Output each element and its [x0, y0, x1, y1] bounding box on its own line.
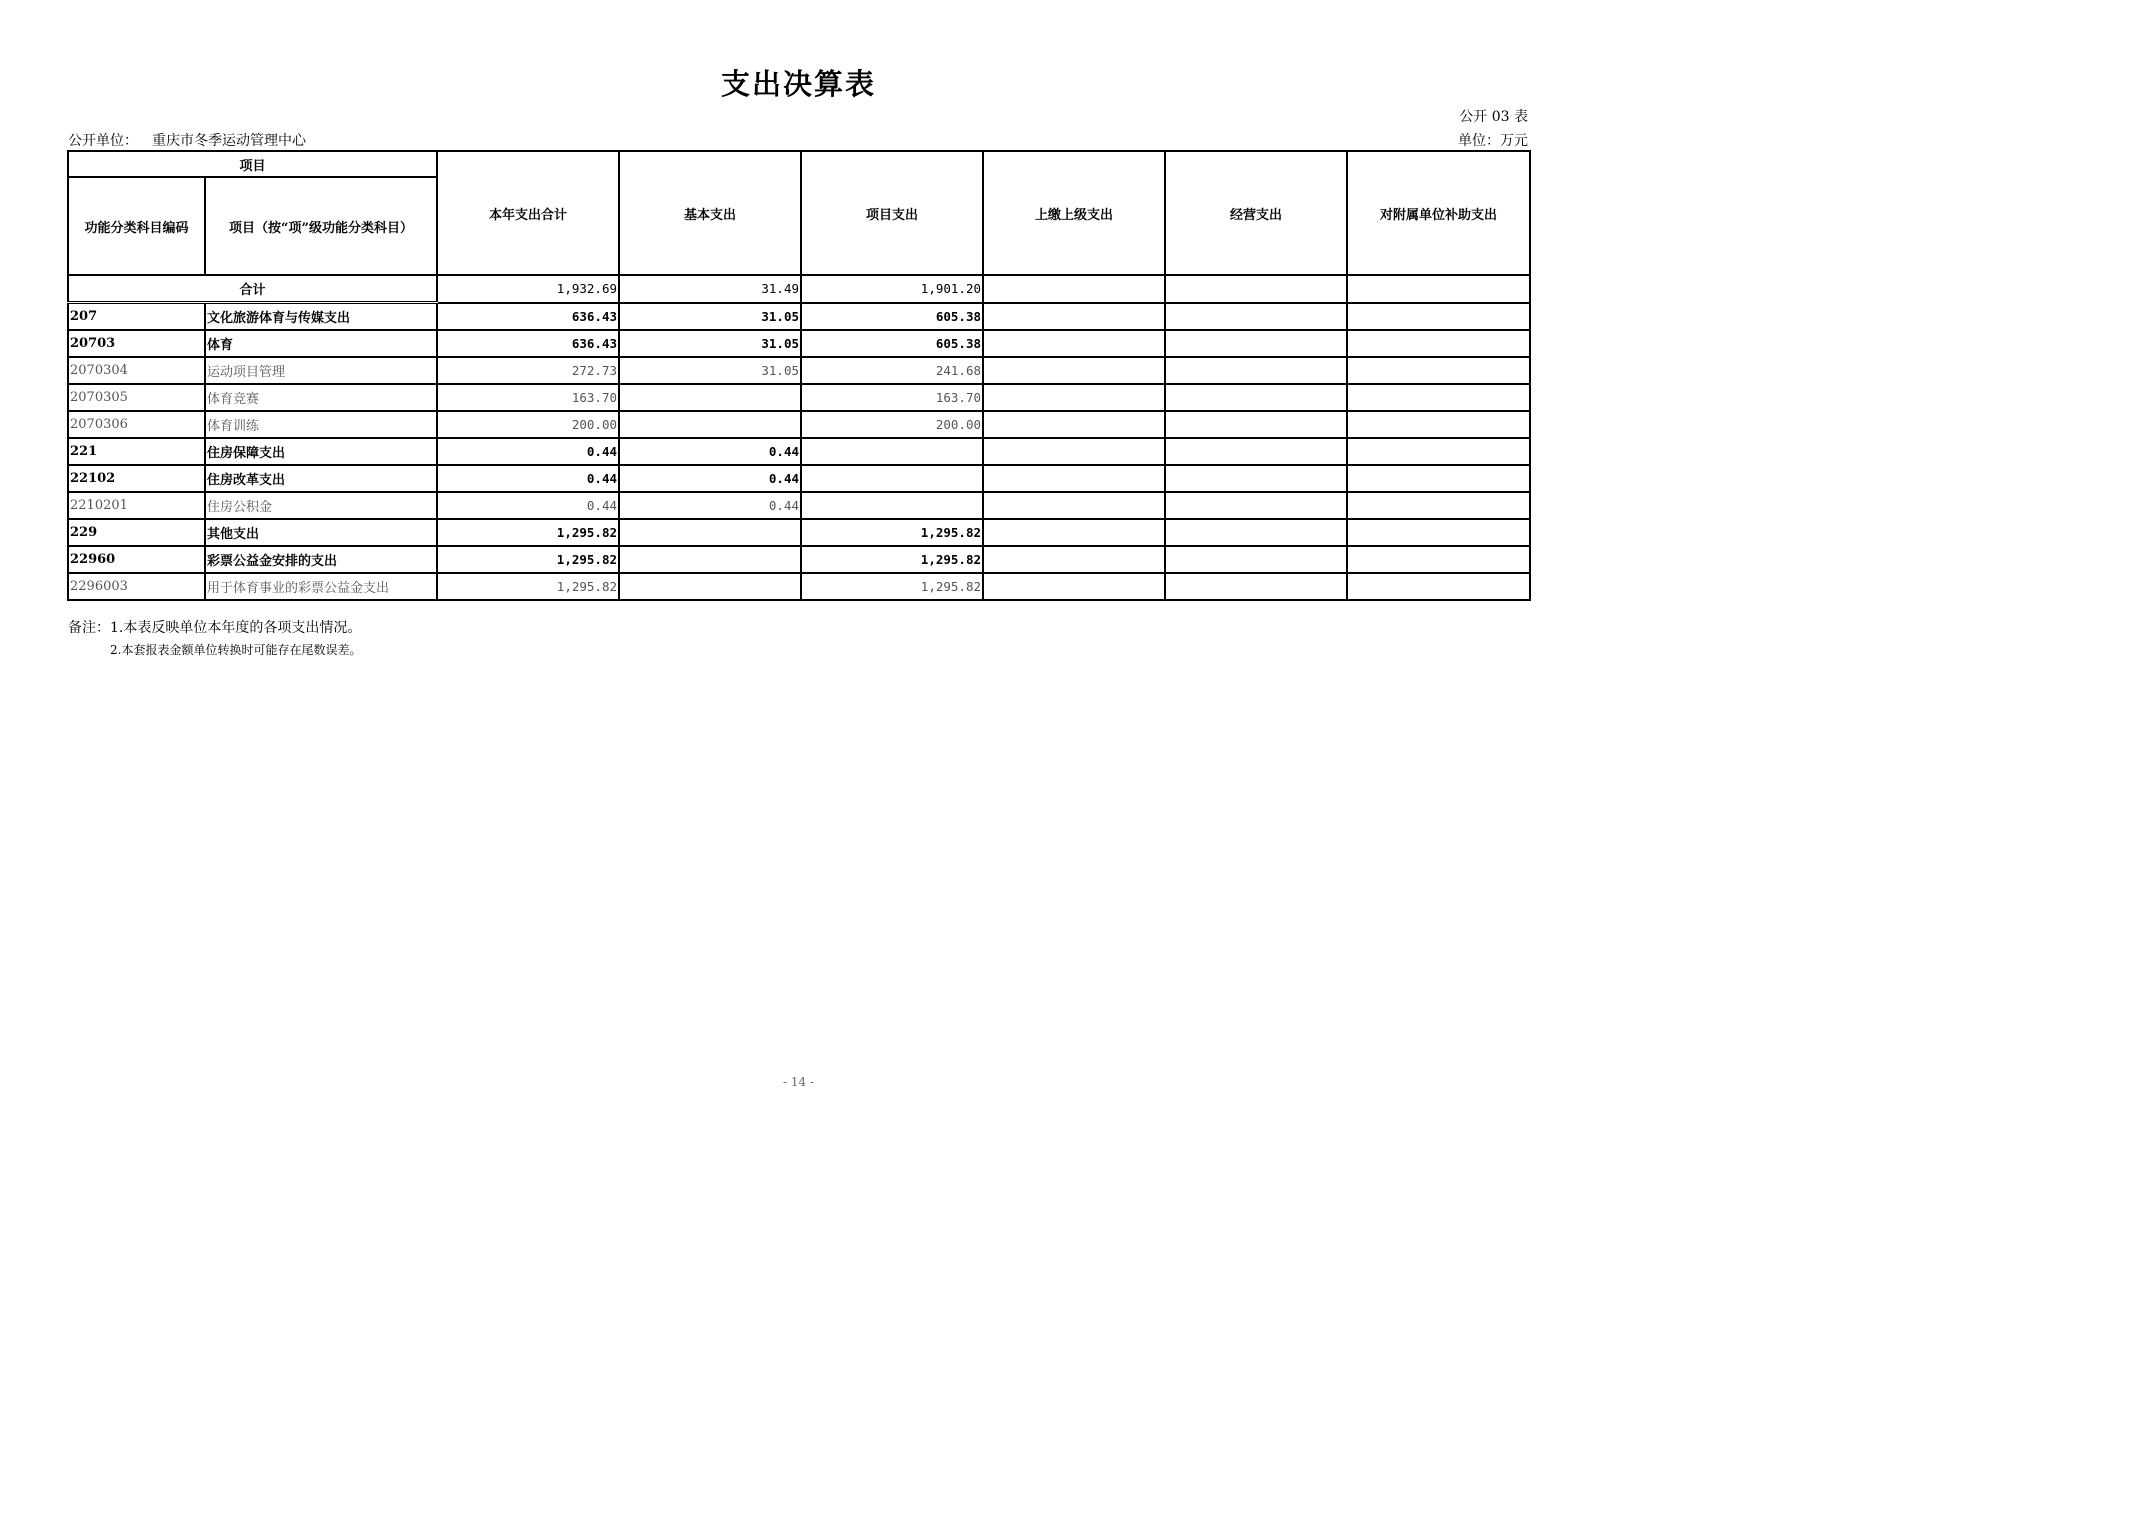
- table-row: [68, 573, 1530, 600]
- row-name: 彩票公益金安排的支出: [205, 546, 437, 573]
- row-name: 用于体育事业的彩票公益金支出: [205, 573, 437, 600]
- row-value: 1,295.82: [801, 573, 983, 600]
- row-value: 636.43: [437, 330, 619, 357]
- row-value: 200.00: [801, 411, 983, 438]
- reporting-unit: [68, 130, 306, 150]
- row-code: 2210201: [68, 492, 205, 519]
- row-value: [801, 492, 983, 519]
- total-row: [68, 275, 1530, 303]
- row-value: [1165, 330, 1347, 357]
- row-value: 31.05: [619, 303, 801, 330]
- total-cell: 31.49: [619, 275, 801, 303]
- row-value: [1347, 357, 1530, 384]
- table-row: [68, 492, 1530, 519]
- row-code: 2070305: [68, 384, 205, 411]
- row-value: 0.44: [619, 438, 801, 465]
- row-value: [983, 330, 1165, 357]
- table-row: [68, 411, 1530, 438]
- row-value: 163.70: [437, 384, 619, 411]
- expenditure-table: [67, 150, 1531, 601]
- row-value: [1347, 546, 1530, 573]
- col-header-project: 项目支出: [801, 151, 983, 275]
- row-value: 605.38: [801, 303, 983, 330]
- row-value: [983, 411, 1165, 438]
- table-row: [68, 330, 1530, 357]
- header-group-item: 项目: [68, 151, 437, 177]
- row-code: 22960: [68, 546, 205, 573]
- row-value: [1347, 384, 1530, 411]
- col-header-code: 功能分类科目编码: [68, 177, 205, 275]
- table-row: [68, 438, 1530, 465]
- row-name: 体育: [205, 330, 437, 357]
- total-cell: 1,932.69: [437, 275, 619, 303]
- row-value: [801, 465, 983, 492]
- total-cell: [1165, 275, 1347, 303]
- col-header-subsidiary-grant: 对附属单位补助支出: [1347, 151, 1530, 275]
- row-value: 272.73: [437, 357, 619, 384]
- row-value: [983, 519, 1165, 546]
- row-value: [619, 384, 801, 411]
- row-value: [1347, 411, 1530, 438]
- row-value: [983, 438, 1165, 465]
- row-value: [983, 357, 1165, 384]
- row-value: [1165, 384, 1347, 411]
- row-value: [983, 492, 1165, 519]
- row-value: [983, 465, 1165, 492]
- organization-name: 重庆市冬季运动管理中心: [152, 133, 306, 149]
- page-number: - 14 -: [782, 1075, 814, 1089]
- row-value: [619, 573, 801, 600]
- row-value: [1347, 492, 1530, 519]
- note-1: 备注：1.本表反映单位本年度的各项支出情况。: [68, 620, 362, 636]
- row-value: 31.05: [619, 357, 801, 384]
- row-value: [1347, 330, 1530, 357]
- row-value: 0.44: [437, 492, 619, 519]
- row-name: 文化旅游体育与传媒支出: [205, 303, 437, 330]
- row-value: 1,295.82: [801, 546, 983, 573]
- page-title: 支出决算表: [720, 67, 876, 101]
- row-value: 163.70: [801, 384, 983, 411]
- row-name: 其他支出: [205, 519, 437, 546]
- row-value: 0.44: [437, 438, 619, 465]
- row-value: [1165, 303, 1347, 330]
- form-number: 公开 03 表: [1459, 109, 1528, 125]
- row-value: [1347, 465, 1530, 492]
- total-cell: [1347, 275, 1530, 303]
- row-name: 体育竞赛: [205, 384, 437, 411]
- row-value: 1,295.82: [437, 573, 619, 600]
- row-value: 1,295.82: [437, 519, 619, 546]
- row-value: [1347, 573, 1530, 600]
- col-header-remit-superior: 上缴上级支出: [983, 151, 1165, 275]
- row-code: 20703: [68, 330, 205, 357]
- col-header-total: 本年支出合计: [437, 151, 619, 275]
- note-2: 2.本套报表金额单位转换时可能存在尾数误差。: [110, 643, 362, 657]
- row-value: [1165, 492, 1347, 519]
- notes: [68, 617, 361, 658]
- row-value: [1165, 438, 1347, 465]
- row-value: [619, 411, 801, 438]
- total-cell: 1,901.20: [801, 275, 983, 303]
- row-value: 1,295.82: [801, 519, 983, 546]
- row-value: [1165, 357, 1347, 384]
- row-value: 31.05: [619, 330, 801, 357]
- table-row: [68, 546, 1530, 573]
- row-value: [1347, 519, 1530, 546]
- row-value: [983, 384, 1165, 411]
- total-cell: [983, 275, 1165, 303]
- row-name: 住房公积金: [205, 492, 437, 519]
- row-value: 0.44: [619, 492, 801, 519]
- row-value: [1165, 519, 1347, 546]
- row-name: 体育训练: [205, 411, 437, 438]
- col-header-basic: 基本支出: [619, 151, 801, 275]
- reporting-unit-label: 公开单位：: [68, 133, 138, 149]
- table-row: [68, 465, 1530, 492]
- row-value: [983, 573, 1165, 600]
- row-name: 住房改革支出: [205, 465, 437, 492]
- row-value: [983, 303, 1165, 330]
- row-value: [1165, 411, 1347, 438]
- table-row: [68, 357, 1530, 384]
- row-value: [1165, 546, 1347, 573]
- table-row: [68, 303, 1530, 330]
- row-code: 2296003: [68, 573, 205, 600]
- row-code: 2070306: [68, 411, 205, 438]
- row-value: [1165, 573, 1347, 600]
- row-value: 200.00: [437, 411, 619, 438]
- row-value: [1347, 303, 1530, 330]
- row-name: 运动项目管理: [205, 357, 437, 384]
- row-value: 0.44: [619, 465, 801, 492]
- row-code: 2070304: [68, 357, 205, 384]
- row-value: [801, 438, 983, 465]
- row-value: [1347, 438, 1530, 465]
- table-row: [68, 384, 1530, 411]
- currency-unit: 单位：万元: [1458, 133, 1528, 149]
- col-header-operating: 经营支出: [1165, 151, 1347, 275]
- col-header-name: 项目（按“项”级功能分类科目）: [205, 177, 437, 275]
- row-value: [619, 546, 801, 573]
- row-value: [619, 519, 801, 546]
- row-value: 1,295.82: [437, 546, 619, 573]
- total-label: 合计: [68, 275, 437, 303]
- row-value: [1165, 465, 1347, 492]
- row-code: 221: [68, 438, 205, 465]
- row-value: 636.43: [437, 303, 619, 330]
- table-row: [68, 519, 1530, 546]
- row-code: 229: [68, 519, 205, 546]
- row-value: 241.68: [801, 357, 983, 384]
- row-value: 0.44: [437, 465, 619, 492]
- row-code: 207: [68, 303, 205, 330]
- row-value: [983, 546, 1165, 573]
- row-value: 605.38: [801, 330, 983, 357]
- row-name: 住房保障支出: [205, 438, 437, 465]
- row-code: 22102: [68, 465, 205, 492]
